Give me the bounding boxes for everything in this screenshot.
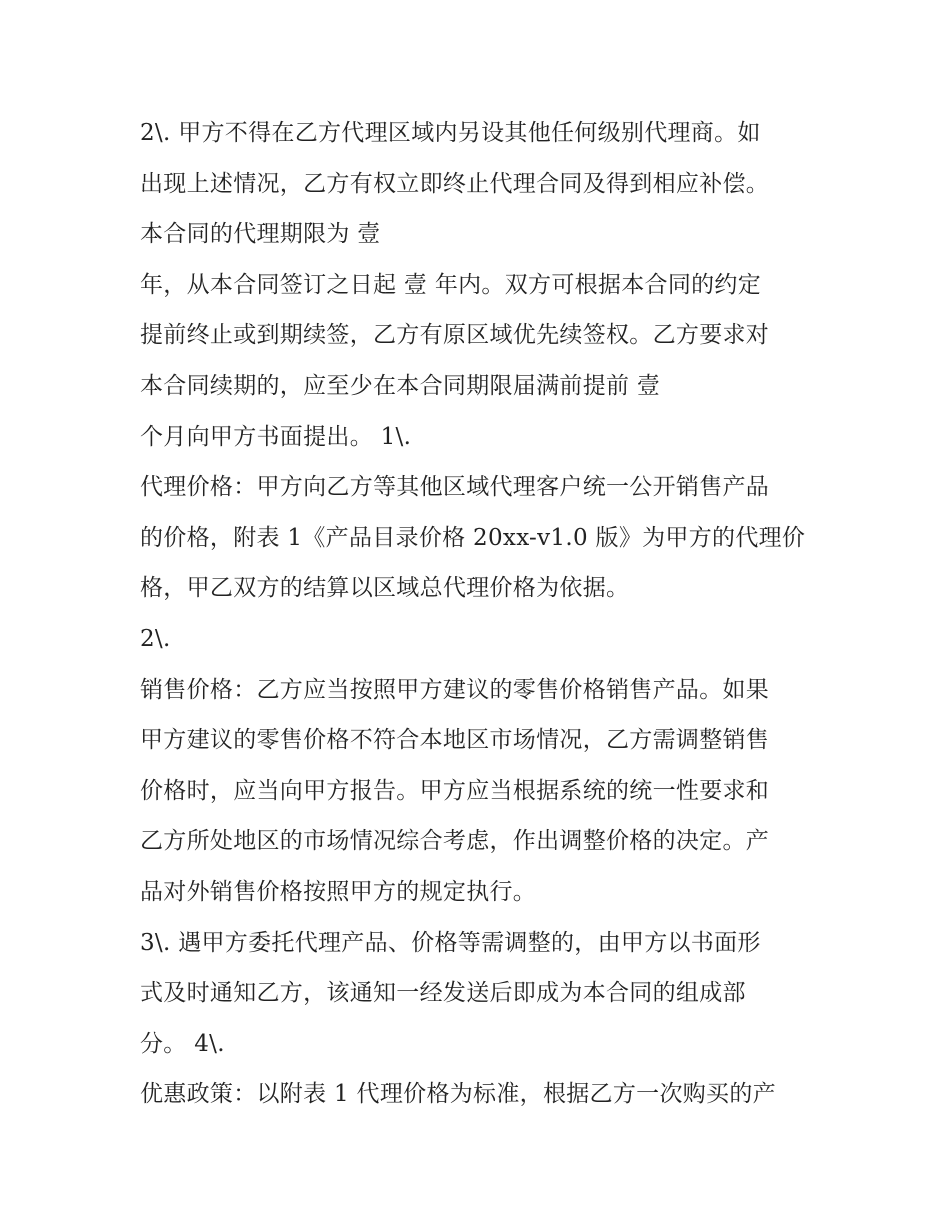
- text-line: 分。 4\.: [140, 1030, 225, 1057]
- text-line: 本合同续期的，应至少在本合同期限届满前提前 壹: [140, 372, 661, 399]
- text-line: 2\. 甲方不得在乙方代理区域内另设其他任何级别代理商。如: [140, 120, 761, 146]
- text-line: 优惠政策：以附表 1 代理价格为标准，根据乙方一次购买的产: [140, 1081, 776, 1108]
- text-line: 提前终止或到期续签，乙方有原区域优先续签权。乙方要求对: [140, 322, 770, 349]
- text-line: 3\. 遇甲方委托代理产品、价格等需调整的，由甲方以书面形: [140, 929, 761, 956]
- text-line: 个月向甲方书面提出。 1\.: [140, 423, 412, 450]
- text-line: 甲方建议的零售价格不符合本地区市场情况，乙方需调整销售: [140, 727, 770, 754]
- text-line: 代理价格：甲方向乙方等其他区域代理客户统一公开销售产品: [140, 474, 770, 501]
- text-line: 出现上述情况，乙方有权立即终止代理合同及得到相应补偿。: [140, 170, 770, 197]
- text-line: 品对外销售价格按照甲方的规定执行。: [140, 878, 537, 905]
- text-line: 2\.: [140, 625, 171, 652]
- text-line: 本合同的代理期限为 壹: [140, 221, 381, 248]
- text-line: 乙方所处地区的市场情况综合考虑，作出调整价格的决定。产: [140, 828, 770, 855]
- text-line: 年，从本合同签订之日起 壹 年内。双方可根据本合同的约定: [140, 271, 762, 298]
- text-line: 式及时通知乙方，该通知一经发送后即成为本合同的组成部: [140, 980, 746, 1007]
- text-line: 的价格，附表 1《产品目录价格 20xx-v1.0 版》为甲方的代理价: [140, 524, 806, 551]
- contract-text: [140, 108, 830, 1120]
- text-line: 销售价格：乙方应当按照甲方建议的零售价格销售产品。如果: [140, 676, 770, 703]
- text-line: 价格时，应当向甲方报告。甲方应当根据系统的统一性要求和: [140, 777, 770, 804]
- text-line: 格，甲乙双方的结算以区域总代理价格为依据。: [140, 575, 630, 602]
